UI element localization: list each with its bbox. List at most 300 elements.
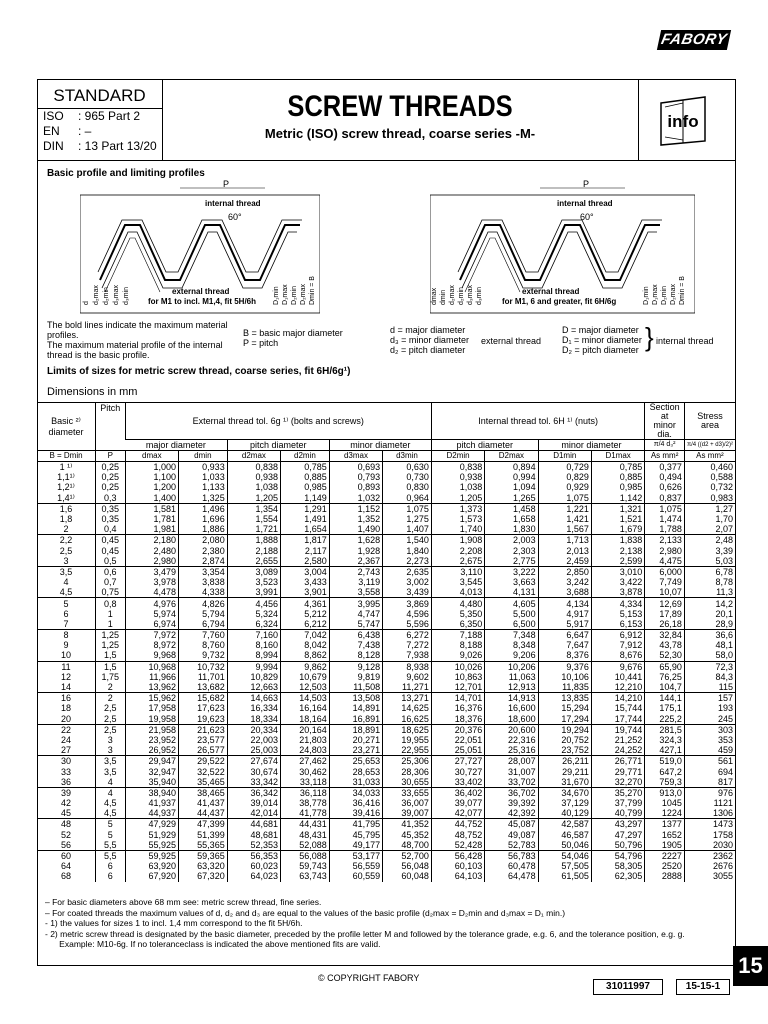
table-cell: 0,377 <box>645 462 685 473</box>
table-cell: 8,128 <box>329 650 382 661</box>
table-cell: 7,760 <box>178 630 227 641</box>
table-cell: 8,78 <box>684 577 735 587</box>
table-cell: 60,023 <box>227 861 280 871</box>
table-cell: 2,850 <box>538 566 591 577</box>
table-cell: 1,491 <box>281 514 330 524</box>
subheader-cell: d3max <box>329 451 382 462</box>
table-cell: 0,729 <box>538 462 591 473</box>
table-cell: 10,206 <box>485 661 538 672</box>
table-cell: 0,8 <box>96 598 126 609</box>
table-cell: 3,869 <box>383 598 432 609</box>
table-row <box>37 524 735 535</box>
table-cell: 63,320 <box>178 861 227 871</box>
std-value: : 13 Part 13/20 <box>78 139 157 153</box>
table-cell: 225,2 <box>645 714 685 725</box>
table-cell: 39,077 <box>431 798 484 808</box>
table-cell: 23,952 <box>125 735 178 745</box>
subheader-cell: P <box>96 451 126 462</box>
table-cell: 39,416 <box>329 808 382 819</box>
table-cell: 30,727 <box>431 766 484 776</box>
col-internal-thread: Internal thread tol. 6H ¹⁾ (nuts) <box>431 403 644 440</box>
note-line: d = major diameter <box>390 325 466 335</box>
svg-text:Dmin = B: Dmin = B <box>309 276 316 305</box>
table-cell: 2520 <box>645 861 685 871</box>
table-row <box>37 798 735 808</box>
table-cell: 27,674 <box>227 756 280 767</box>
table-cell: 55,925 <box>125 840 178 851</box>
subheader-cell: B = Dmin <box>37 451 96 462</box>
table-row <box>37 514 735 524</box>
table-cell: 23,752 <box>538 745 591 756</box>
table-cell: 11,835 <box>538 682 591 693</box>
svg-text:D₂min: D₂min <box>291 285 298 305</box>
table-cell: 11,3 <box>684 587 735 598</box>
note-line: D₁ = minor diameter <box>562 335 642 345</box>
table-row <box>37 871 735 881</box>
table-cell: 38,778 <box>281 798 330 808</box>
table-cell: 10,026 <box>431 661 484 672</box>
table-cell: 0,938 <box>227 472 280 482</box>
subheader-cell: dmin <box>178 451 227 462</box>
table-cell: 45 <box>60 808 71 819</box>
table-cell: 29,771 <box>591 766 644 776</box>
table-cell: 0,793 <box>329 472 382 482</box>
table-cell: 1,205 <box>431 493 484 504</box>
table-cell: 2,2 <box>37 535 96 546</box>
table-cell: 18,891 <box>329 724 382 735</box>
table-cell: 14,2 <box>684 598 735 609</box>
table-row <box>37 650 735 661</box>
table-cell: 4,5 <box>96 798 126 808</box>
table-cell: 51,929 <box>125 830 178 840</box>
table-cell: 0,964 <box>383 493 432 504</box>
table-cell: 3,39 <box>684 546 735 556</box>
table-cell: 0,588 <box>684 472 735 482</box>
table-cell: 14,210 <box>591 693 644 704</box>
table-cell: 193 <box>684 703 735 713</box>
svg-text:P: P <box>583 180 590 189</box>
table-cell: 1,25 <box>96 640 126 650</box>
table-cell: 1,2¹⁾ <box>57 482 75 493</box>
table-row <box>37 703 735 713</box>
svg-text:dmax: dmax <box>431 287 438 305</box>
table-cell: 20,600 <box>485 724 538 735</box>
table-cell: 54,796 <box>591 850 644 861</box>
table-cell: 5,350 <box>431 609 484 619</box>
table-cell: 13,271 <box>383 693 432 704</box>
table-cell: 2 <box>63 524 69 535</box>
table-cell: 2,743 <box>329 566 382 577</box>
table-cell: 8,994 <box>227 650 280 661</box>
table-row <box>37 766 735 776</box>
thread-diagram-left <box>80 180 320 315</box>
table-cell: 56,088 <box>281 850 330 861</box>
table-cell: 3,119 <box>329 577 382 587</box>
footnote: - 2) metric screw thread is designated by the basic diameter, preceded by the profile letter M and followed by the tolerance grade, e.g. 6, and the tolerance position, e.g. g. <box>45 928 685 939</box>
svg-text:Dmin = B: Dmin = B <box>679 276 686 305</box>
table-cell: 0,929 <box>538 482 591 492</box>
table-cell: 31,033 <box>329 777 382 788</box>
table-cell: 7,912 <box>591 640 644 650</box>
table-cell: 6,350 <box>431 619 484 630</box>
table-row <box>37 535 735 546</box>
table-cell: 29,947 <box>125 756 178 767</box>
table-cell: 44,937 <box>125 808 178 819</box>
table-cell: 1,581 <box>125 503 178 514</box>
table-cell: 0,838 <box>431 462 484 473</box>
table-cell: 9,994 <box>227 661 280 672</box>
table-cell: 1,075 <box>538 493 591 504</box>
table-cell: 1,400 <box>125 493 178 504</box>
svg-text:internal thread: internal thread <box>205 199 261 208</box>
table-cell: 17,744 <box>591 714 644 725</box>
table-cell: 0,830 <box>383 482 432 492</box>
table-cell: 36,342 <box>227 787 280 798</box>
table-cell: 64,103 <box>431 871 484 881</box>
table-cell: 36 <box>60 776 71 787</box>
table-cell: 1,321 <box>591 503 644 514</box>
table-cell: 41,352 <box>383 819 432 830</box>
table-cell: 14,891 <box>329 703 382 713</box>
table-cell: 324,3 <box>645 735 685 745</box>
table-cell: 47,929 <box>125 819 178 830</box>
table-cell: 817 <box>684 777 735 788</box>
table-cell: 52 <box>60 829 71 840</box>
table-cell: 1,265 <box>485 493 538 504</box>
table-cell: 3,878 <box>591 587 644 598</box>
divider <box>37 160 735 161</box>
info-icon <box>655 93 711 147</box>
table-row <box>37 756 735 767</box>
table-cell: 1,354 <box>227 503 280 514</box>
table-cell: 15,744 <box>591 703 644 713</box>
bold-lines-note: The bold lines indicate the maximum material profiles. The maximum material profile of the internal thread is the basic profile. <box>47 320 228 360</box>
table-cell: 51,399 <box>178 830 227 840</box>
table-cell: 0,494 <box>645 472 685 482</box>
table-cell: 0,985 <box>281 482 330 492</box>
table-row <box>37 830 735 840</box>
table-cell: 5,5 <box>96 850 126 861</box>
table-cell: 20,271 <box>329 735 382 745</box>
table-cell: 25,003 <box>227 745 280 756</box>
table-cell: 519,0 <box>645 756 685 767</box>
table-cell: 5 <box>37 598 96 609</box>
table-cell: 42 <box>60 798 71 809</box>
table-row <box>37 672 735 682</box>
table-cell: 1224 <box>645 808 685 819</box>
table-cell: 48,431 <box>281 830 330 840</box>
table-cell: 41,937 <box>125 798 178 808</box>
table-cell: 17,294 <box>538 714 591 725</box>
table-cell: 52,088 <box>281 840 330 851</box>
table-cell: 2,367 <box>329 556 382 567</box>
thread-limits-table <box>37 402 735 882</box>
table-cell: 64,478 <box>485 871 538 881</box>
table-cell: 2,980 <box>645 546 685 556</box>
table-cell: 48,700 <box>383 840 432 851</box>
table-cell: 115 <box>684 682 735 693</box>
table-cell: 10,441 <box>591 672 644 682</box>
table-cell: 52,428 <box>431 840 484 851</box>
table-cell: 2227 <box>645 850 685 861</box>
table-cell: 1,567 <box>538 524 591 535</box>
table-cell: 2,5 <box>96 703 126 713</box>
table-cell: 427,1 <box>645 745 685 756</box>
title-box <box>162 80 639 160</box>
col-pitch: Pitch <box>96 403 126 451</box>
table-cell: 2,655 <box>227 556 280 567</box>
table-cell: 63,920 <box>125 861 178 871</box>
table-cell: 26,211 <box>538 756 591 767</box>
table-cell: 42,392 <box>485 808 538 819</box>
table-cell: 1,8 <box>59 514 73 525</box>
table-cell: 6,000 <box>645 566 685 577</box>
table-cell: 37,799 <box>591 798 644 808</box>
subheader-cell: D1max <box>591 451 644 462</box>
table-cell: 1,474 <box>645 514 685 524</box>
table-cell: 25,306 <box>383 756 432 767</box>
table-cell: 0,45 <box>96 535 126 546</box>
table-cell: 1,696 <box>178 514 227 524</box>
table-cell: 1,200 <box>125 482 178 492</box>
table-cell: 1,830 <box>485 524 538 535</box>
table-cell: 1,325 <box>178 493 227 504</box>
table-cell: 3,545 <box>431 577 484 587</box>
table-cell: 2888 <box>645 871 685 881</box>
table-cell: 3 <box>96 735 126 745</box>
table-cell: 44,752 <box>431 819 484 830</box>
table-cell: 56 <box>60 839 71 850</box>
col-str-formula: π/4 ((d2 + d3)/2)² <box>684 440 735 451</box>
table-cell: 4,478 <box>125 587 178 598</box>
svg-text:D₁max: D₁max <box>652 284 659 305</box>
table-cell: 53,177 <box>329 850 382 861</box>
table-cell: 2,303 <box>485 546 538 556</box>
table-cell: 18,600 <box>485 714 538 725</box>
table-cell: 31,670 <box>538 777 591 788</box>
table-cell: 0,626 <box>645 482 685 492</box>
table-cell: 7,938 <box>383 650 432 661</box>
table-cell: 1,886 <box>178 524 227 535</box>
table-cell: 1,721 <box>227 524 280 535</box>
table-cell: 35,940 <box>125 777 178 788</box>
table-cell: 1,628 <box>329 535 382 546</box>
table-cell: 2,5 <box>59 545 73 556</box>
svg-text:d₂min: d₂min <box>103 287 110 305</box>
table-cell: 7,348 <box>485 630 538 641</box>
table-cell: 9,026 <box>431 650 484 661</box>
table-cell: 2,5 <box>96 724 126 735</box>
table-cell: 11,271 <box>383 682 432 693</box>
table-cell: 1,421 <box>538 514 591 524</box>
table-cell: 14,663 <box>227 693 280 704</box>
footnote: - 1) the values for sizes 1 to incl. 1,4 mm correspond to the fit 5H/6h. <box>45 918 303 928</box>
table-cell: 33,402 <box>431 777 484 788</box>
table-cell: 245 <box>684 714 735 725</box>
table-cell: 1,908 <box>431 535 484 546</box>
section-number: 15 <box>733 946 768 986</box>
table-cell: 9,819 <box>329 672 382 682</box>
table-cell: 55,365 <box>178 840 227 851</box>
table-cell: 60 <box>37 850 96 861</box>
table-cell: 3,558 <box>329 587 382 598</box>
table-cell: 20,1 <box>684 609 735 619</box>
svg-text:dmin: dmin <box>440 289 447 305</box>
table-cell: 2,980 <box>125 556 178 567</box>
table-cell: 32,84 <box>645 630 685 641</box>
table-cell: 6,153 <box>591 619 644 630</box>
table-cell: 44,437 <box>178 808 227 819</box>
table-cell: 28,653 <box>329 766 382 776</box>
table-cell: 21,623 <box>178 724 227 735</box>
table-cell: 32,947 <box>125 766 178 776</box>
svg-text:D₂min: D₂min <box>661 285 668 305</box>
table-cell: 1,25 <box>96 630 126 641</box>
table-cell: 3,354 <box>178 566 227 577</box>
note-line: d₂ = pitch diameter <box>390 345 466 355</box>
table-cell: 3,004 <box>281 566 330 577</box>
table-cell: 3,991 <box>227 587 280 598</box>
table-cell: 35,465 <box>178 777 227 788</box>
col-basic-diameter: Basic ²⁾ diameter <box>37 403 96 451</box>
svg-text:d₂max: d₂max <box>449 285 456 305</box>
table-cell: 20,376 <box>431 724 484 735</box>
col-int-minor: minor diameter <box>538 440 645 451</box>
table-cell: 25,051 <box>431 745 484 756</box>
table-cell: 22 <box>37 724 96 735</box>
table-cell: 4,013 <box>431 587 484 598</box>
table-cell: 7,160 <box>227 630 280 641</box>
table-cell: 4,917 <box>538 609 591 619</box>
table-cell: 3,002 <box>383 577 432 587</box>
table-cell: 1,70 <box>684 514 735 524</box>
table-cell: 56,559 <box>329 861 382 871</box>
table-cell: 24,252 <box>591 745 644 756</box>
table-cell: 67,320 <box>178 871 227 881</box>
table-cell: 10,968 <box>125 661 178 672</box>
table-cell: 5,917 <box>538 619 591 630</box>
table-cell: 1,981 <box>125 524 178 535</box>
table-cell: 17,958 <box>125 703 178 713</box>
table-cell: 1,713 <box>538 535 591 546</box>
table-cell: 281,5 <box>645 724 685 735</box>
table-cell: 3,422 <box>591 577 644 587</box>
table-cell: 56,353 <box>227 850 280 861</box>
table-cell: 7,438 <box>329 640 382 650</box>
table-cell: 32,270 <box>591 777 644 788</box>
table-cell: 4,334 <box>591 598 644 609</box>
table-cell: 1758 <box>684 830 735 840</box>
table-cell: 4,131 <box>485 587 538 598</box>
table-cell: 1,496 <box>178 503 227 514</box>
svg-text:external thread: external thread <box>172 287 230 296</box>
table-cell: 21,958 <box>125 724 178 735</box>
table-cell: 10,106 <box>538 672 591 682</box>
table-cell: 47,297 <box>591 830 644 840</box>
int-diameter-list <box>562 325 642 355</box>
table-row <box>37 787 735 798</box>
table-cell: 60,103 <box>431 861 484 871</box>
table-cell: 16,625 <box>383 714 432 725</box>
table-cell: 46,587 <box>538 830 591 840</box>
table-cell: 3,439 <box>383 587 432 598</box>
table-cell: 8,676 <box>591 650 644 661</box>
limits-heading: Limits of sizes for metric screw thread, coarse series, fit 6H/6g¹) <box>47 366 351 377</box>
table-cell: 4 <box>96 777 126 788</box>
table-cell: 44,681 <box>227 819 280 830</box>
table-cell: 32,522 <box>178 766 227 776</box>
table-cell: 1473 <box>684 819 735 830</box>
svg-text:for M1, 6 and greater, fit 6H/: for M1, 6 and greater, fit 6H/6g <box>502 297 617 306</box>
table-cell: 45,352 <box>383 830 432 840</box>
table-cell: 4,596 <box>383 609 432 619</box>
table-cell: 12,663 <box>227 682 280 693</box>
table-cell: 9,676 <box>591 661 644 672</box>
table-cell: 39,007 <box>383 808 432 819</box>
table-cell: 22,003 <box>227 735 280 745</box>
table-cell: 3,523 <box>227 577 280 587</box>
table-cell: 2030 <box>684 840 735 851</box>
table-cell: 3,901 <box>281 587 330 598</box>
svg-text:d₃min: d₃min <box>476 286 483 305</box>
table-cell: 0,985 <box>591 482 644 492</box>
table-cell: 23,271 <box>329 745 382 756</box>
table-cell: 759,3 <box>645 777 685 788</box>
table-cell: 20,752 <box>538 735 591 745</box>
table-cell: 6 <box>96 871 126 881</box>
table-cell: 19,623 <box>178 714 227 725</box>
table-row <box>37 462 735 473</box>
table-cell: 0,25 <box>96 482 126 492</box>
table-row <box>37 777 735 788</box>
table-cell: 3,110 <box>431 566 484 577</box>
table-cell: 2,874 <box>178 556 227 567</box>
table-cell: 3,5 <box>96 756 126 767</box>
table-cell: 1 <box>96 619 126 630</box>
table-cell: 18,625 <box>383 724 432 735</box>
table-cell: 3 <box>96 745 126 756</box>
page-title: SCREW THREADS <box>287 90 513 123</box>
table-cell: 52,783 <box>485 840 538 851</box>
table-row <box>37 745 735 756</box>
table-cell: 2,138 <box>591 546 644 556</box>
svg-text:for M1 to incl. M1,4, fit 5H/6: for M1 to incl. M1,4, fit 5H/6h <box>148 297 257 306</box>
table-cell: 41,778 <box>281 808 330 819</box>
table-cell: 19,955 <box>383 735 432 745</box>
table-cell: 7,749 <box>645 577 685 587</box>
table-cell: 1121 <box>684 798 735 808</box>
thread-diagram-right <box>430 180 695 315</box>
table-cell: 1,654 <box>281 524 330 535</box>
table-cell: 2,599 <box>591 556 644 567</box>
table-cell: 56,783 <box>485 850 538 861</box>
table-cell: 2,133 <box>645 535 685 546</box>
table-cell: 1,75 <box>96 672 126 682</box>
svg-text:external thread: external thread <box>522 287 580 296</box>
table-cell: 1,781 <box>125 514 178 524</box>
table-cell: 12,210 <box>591 682 644 693</box>
table-cell: 72,3 <box>684 661 735 672</box>
table-cell: 60,478 <box>485 861 538 871</box>
table-cell: 64,023 <box>227 871 280 881</box>
table-cell: 3,089 <box>227 566 280 577</box>
table-cell: 5 <box>96 819 126 830</box>
table-cell: 7,042 <box>281 630 330 641</box>
table-cell: 5 <box>96 830 126 840</box>
table-cell: 175,1 <box>645 703 685 713</box>
std-value: : 965 Part 2 <box>78 109 141 123</box>
table-cell: 26,771 <box>591 756 644 767</box>
